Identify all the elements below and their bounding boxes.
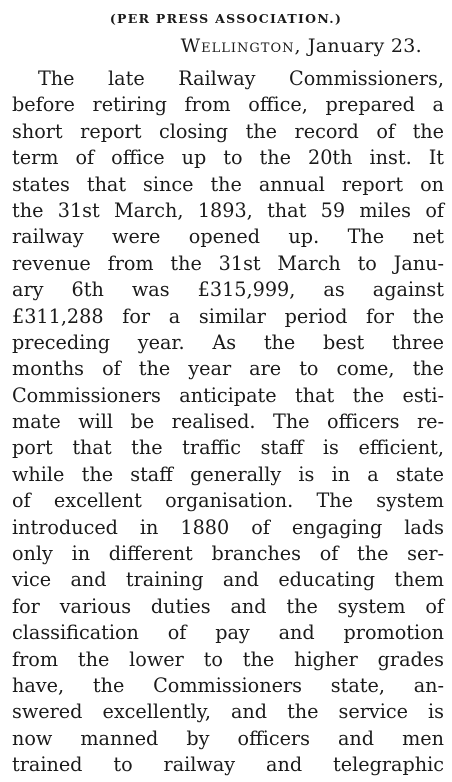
article-line: of excellent organisation. The system [12,489,444,513]
article-line: The late Railway Commissioners, [38,67,444,90]
article-line: port that the traffic staff is efficient, [12,436,444,460]
article-line: before retiring from office, prepared a [12,93,444,117]
article-line: now manned by officers and men [12,726,444,750]
dateline-place: Wellington, [180,35,302,57]
article-line: months of the year are to come, the [12,357,444,381]
article-line: ary 6th was £315,999, as against [12,278,444,302]
article-line: classification of pay and promotion [12,621,444,645]
dateline [0,33,452,59]
article-line: have, the Commissioners state, an- [12,673,444,697]
article-line: states that since the annual report on [12,172,444,196]
article-line: railway were opened up. The net [12,225,444,249]
article-line: Commissioners anticipate that the esti- [12,383,444,407]
article-line: the 31st March, 1893, that 59 miles of [12,198,444,222]
article-line: preceding year. As the best three [12,330,444,354]
article-line: while the staff generally is in a state [12,462,444,486]
dateline-date: January 23. [307,35,422,57]
article-line: revenue from the 31st March to Janu- [12,251,444,275]
article-line: vice and training and educating them [12,568,444,592]
article-line: introduced in 1880 of engaging lads [12,515,444,539]
article-line: trained to railway and telegraphic [12,753,444,777]
article-line: for various duties and the system of [12,594,444,618]
article-line: short report closing the record of the [12,119,444,143]
article-line: mate will be realised. The officers re- [12,410,444,434]
article-line: term of office up to the 20th inst. It [12,146,444,170]
article-line: swered excellently, and the service is [12,700,444,724]
article-line: £311,288 for a similar period for the [12,304,444,328]
article-line: from the lower to the higher grades [12,647,444,671]
article-line: only in different branches of the ser- [12,542,444,566]
byline: (PER PRESS ASSOCIATION.) [109,11,343,26]
article-body [0,66,452,779]
